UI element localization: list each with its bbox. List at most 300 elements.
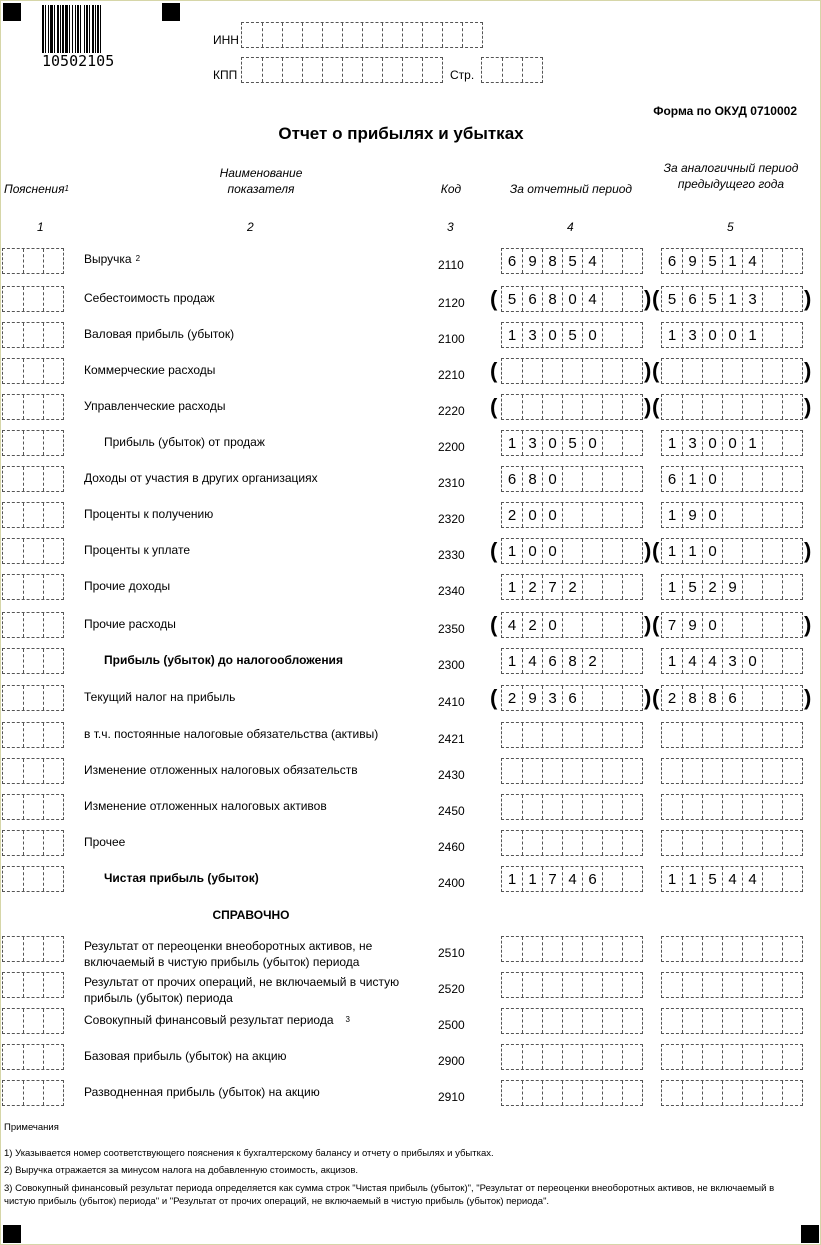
digit-cell (762, 431, 782, 455)
digit-cell (522, 395, 542, 419)
digit-cell (602, 831, 622, 855)
kpp-label: КПП (213, 68, 238, 82)
close-paren: ) (644, 612, 652, 637)
digit-cell (702, 723, 722, 747)
digit-cell (622, 613, 642, 637)
digit-cell: 1 (667, 543, 677, 560)
digit-cell: 8 (542, 287, 562, 311)
footnote-marker: 3 (345, 1015, 350, 1024)
amount-field[interactable] (501, 612, 643, 638)
row-name (84, 938, 414, 970)
digit-cell (742, 723, 762, 747)
digit-cell (562, 937, 582, 961)
inn-field[interactable] (241, 22, 483, 48)
digit-cell: 0 (582, 431, 602, 455)
page-title: Отчет о прибылях и убытках (278, 124, 524, 143)
amount-field[interactable] (661, 394, 803, 420)
amount-field[interactable] (661, 648, 803, 674)
digit-cell (582, 503, 602, 527)
digit-cell: 0 (702, 431, 722, 455)
close-paren: ) (644, 358, 652, 383)
column-header-name: Наименование показателя (219, 166, 303, 196)
amount-field[interactable] (501, 685, 643, 711)
kpp-field[interactable] (241, 57, 443, 83)
digit-cell (562, 759, 582, 783)
digit-cell (722, 467, 742, 491)
digit-cell (562, 467, 582, 491)
amount-field[interactable] (501, 1008, 643, 1034)
digit-cell (722, 1081, 742, 1105)
amount-field[interactable] (501, 758, 643, 784)
digit-cell (782, 467, 802, 491)
digit-cell: 1 (722, 287, 742, 311)
digit-cell (502, 359, 522, 383)
digit-cell (782, 686, 802, 710)
digit-cell (562, 539, 582, 563)
digit-cell: 4 (522, 649, 542, 673)
digit-cell (522, 831, 542, 855)
digit-cell (742, 795, 762, 819)
amount-field[interactable] (501, 538, 643, 564)
amount-field[interactable] (501, 794, 643, 820)
digit-cell (782, 795, 802, 819)
row-name-text: Доходы от участия в других организациях (84, 471, 318, 485)
note-ref-field[interactable] (2, 936, 64, 962)
digit-cell (542, 937, 562, 961)
note-ref-field[interactable] (2, 430, 64, 456)
open-paren: ( (490, 358, 498, 383)
digit-cell (762, 1045, 782, 1069)
digit-cell (582, 1045, 602, 1069)
digit-cell (762, 937, 782, 961)
digit-cell (522, 759, 542, 783)
digit-cell (782, 359, 802, 383)
digit-cell (622, 249, 642, 273)
row-code: 2320 (438, 512, 465, 526)
amount-field[interactable] (501, 394, 643, 420)
note-2: 2) Выручка отражается за минусом налога на добавленную стоимость, акцизов. (4, 1165, 359, 1176)
digit-cell (702, 795, 722, 819)
row-code: 2430 (438, 768, 465, 782)
row-code: 2510 (438, 946, 465, 960)
digit-cell (662, 1081, 682, 1105)
row-name (84, 398, 414, 414)
digit-cell: 1 (507, 871, 517, 888)
digit-cell (622, 723, 642, 747)
note-ref-field[interactable] (2, 248, 64, 274)
column-header-current: За отчетный период (509, 182, 633, 196)
digit-cell (522, 1009, 542, 1033)
digit-cell: 6 (582, 867, 602, 891)
page-number-field[interactable] (481, 57, 543, 83)
digit-cell: 3 (722, 649, 742, 673)
digit-cell (742, 973, 762, 997)
digit-cell (602, 575, 622, 599)
digit-cell (662, 1009, 682, 1033)
digit-cell (742, 503, 762, 527)
digit-cell (622, 503, 642, 527)
amount-field[interactable] (661, 685, 803, 711)
digit-cell: 7 (542, 867, 562, 891)
digit-cell: 4 (702, 649, 722, 673)
digit-cell (542, 359, 562, 383)
digit-cell (782, 323, 802, 347)
digit-cell (682, 759, 702, 783)
digit-cell (582, 686, 602, 710)
digit-cell: 6 (667, 253, 677, 270)
digit-cell (602, 323, 622, 347)
note-ref-field[interactable] (2, 538, 64, 564)
digit-cell (582, 539, 602, 563)
digit-cell (762, 1081, 782, 1105)
digit-cell: 4 (582, 287, 602, 311)
close-paren: ) (804, 685, 812, 710)
amount-field[interactable] (661, 358, 803, 384)
digit-cell (602, 686, 622, 710)
digit-cell: 0 (722, 431, 742, 455)
digit-cell (782, 575, 802, 599)
digit-cell: 0 (522, 503, 542, 527)
note-ref-field[interactable] (2, 612, 64, 638)
digit-cell (582, 831, 602, 855)
digit-cell (602, 467, 622, 491)
digit-cell: 9 (522, 249, 542, 273)
digit-cell: 4 (742, 867, 762, 891)
digit-cell (582, 937, 602, 961)
digit-cell (702, 1009, 722, 1033)
digit-cell (662, 795, 682, 819)
amount-field[interactable] (501, 936, 643, 962)
row-name-text: Разводненная прибыль (убыток) на акцию (84, 1085, 320, 1099)
digit-cell (742, 539, 762, 563)
amount-field[interactable] (661, 538, 803, 564)
amount-field[interactable] (501, 502, 643, 528)
digit-cell (722, 1045, 742, 1069)
digit-cell (562, 723, 582, 747)
row-name (84, 470, 414, 486)
amount-field[interactable] (501, 830, 643, 856)
digit-cell: 9 (682, 613, 702, 637)
row-name-text: Прочие расходы (84, 617, 176, 631)
close-paren: ) (644, 538, 652, 563)
digit-cell: 3 (682, 431, 702, 455)
page-label: Стр. (450, 68, 475, 82)
open-paren: ( (490, 612, 498, 637)
note-ref-field[interactable] (2, 358, 64, 384)
digit-cell: 1 (507, 579, 517, 596)
digit-cell (582, 973, 602, 997)
amount-field[interactable] (661, 502, 803, 528)
row-code: 2910 (438, 1090, 465, 1104)
digit-cell (602, 795, 622, 819)
row-code: 2500 (438, 1018, 465, 1032)
row-name-text: Чистая прибыль (убыток) (104, 871, 259, 885)
row-name (84, 798, 414, 814)
row-name (84, 578, 414, 594)
digit-cell (742, 759, 762, 783)
digit-cell (542, 831, 562, 855)
amount-field[interactable] (661, 794, 803, 820)
row-name (104, 870, 434, 886)
digit-cell (722, 759, 742, 783)
amount-field[interactable] (661, 1080, 803, 1106)
digit-cell (722, 359, 742, 383)
digit-cell (562, 1081, 582, 1105)
digit-cell: 4 (682, 649, 702, 673)
digit-cell (702, 831, 722, 855)
digit-cell (722, 831, 742, 855)
digit-cell: 0 (522, 539, 542, 563)
open-paren: ( (490, 394, 498, 419)
column-number-3: 3 (447, 220, 454, 234)
row-name-text: Совокупный финансовый результат периода (84, 1013, 334, 1027)
amount-field[interactable] (501, 286, 643, 312)
digit-cell: 0 (542, 431, 562, 455)
amount-field[interactable] (501, 574, 643, 600)
row-name-text: Прочие доходы (84, 579, 171, 593)
digit-cell: 1 (507, 543, 517, 560)
amount-field[interactable] (501, 1080, 643, 1106)
note-ref-field[interactable] (2, 1044, 64, 1070)
digit-cell (582, 759, 602, 783)
digit-cell (782, 249, 802, 273)
digit-cell (542, 759, 562, 783)
amount-field[interactable] (661, 430, 803, 456)
digit-cell (562, 1009, 582, 1033)
row-code: 2100 (438, 332, 465, 346)
note-ref-field[interactable] (2, 502, 64, 528)
amount-field[interactable] (501, 648, 643, 674)
digit-cell: 9 (682, 503, 702, 527)
note-ref-field[interactable] (2, 685, 64, 711)
digit-cell: 6 (682, 287, 702, 311)
digit-cell: 2 (702, 575, 722, 599)
digit-cell (622, 831, 642, 855)
digit-cell (682, 831, 702, 855)
digit-cell (602, 287, 622, 311)
digit-cell (762, 1009, 782, 1033)
amount-field[interactable] (661, 286, 803, 312)
amount-field[interactable] (501, 430, 643, 456)
digit-cell (622, 323, 642, 347)
digit-cell (662, 723, 682, 747)
amount-field[interactable] (661, 612, 803, 638)
digit-cell (682, 395, 702, 419)
open-paren: ( (652, 612, 660, 637)
amount-field[interactable] (661, 830, 803, 856)
row-name (84, 506, 414, 522)
note-ref-field[interactable] (2, 574, 64, 600)
digit-cell (782, 973, 802, 997)
amount-field[interactable] (501, 1044, 643, 1070)
digit-cell (762, 575, 782, 599)
digit-cell: 2 (522, 575, 542, 599)
digit-cell (602, 867, 622, 891)
digit-cell (742, 613, 762, 637)
note-ref-field[interactable] (2, 648, 64, 674)
row-code: 2400 (438, 876, 465, 890)
digit-cell: 1 (667, 507, 677, 524)
digit-cell: 1 (742, 323, 762, 347)
digit-cell: 9 (522, 686, 542, 710)
note-1: 1) Указывается номер соответствующего пояснения к бухгалтерскому балансу и отчету о прибылях и убытках. (4, 1148, 494, 1159)
digit-cell: 1 (667, 435, 677, 452)
amount-field[interactable] (661, 466, 803, 492)
column-header-notes-label: Пояснения (4, 182, 65, 196)
amount-field[interactable] (501, 322, 643, 348)
digit-cell (702, 1081, 722, 1105)
amount-field[interactable] (661, 866, 803, 892)
digit-cell (602, 431, 622, 455)
digit-cell (622, 867, 642, 891)
digit-cell (742, 395, 762, 419)
digit-cell: 9 (682, 249, 702, 273)
digit-cell (622, 973, 642, 997)
digit-cell (762, 613, 782, 637)
row-code: 2120 (438, 296, 465, 310)
note-ref-field[interactable] (2, 1008, 64, 1034)
digit-cell (602, 249, 622, 273)
digit-cell (782, 503, 802, 527)
digit-cell: 6 (667, 471, 677, 488)
digit-cell (622, 1009, 642, 1033)
row-name-text: в т.ч. постоянные налоговые обязательства (активы) (84, 727, 379, 741)
row-name (84, 1012, 414, 1028)
digit-cell: 1 (682, 867, 702, 891)
amount-field[interactable] (661, 972, 803, 998)
digit-cell (722, 937, 742, 961)
amount-field[interactable] (661, 722, 803, 748)
digit-cell: 0 (722, 323, 742, 347)
corner-marker-top-left (3, 3, 21, 21)
digit-cell (742, 467, 762, 491)
row-name (84, 251, 414, 267)
digit-cell: 3 (542, 686, 562, 710)
row-name (84, 290, 414, 306)
digit-cell: 5 (562, 249, 582, 273)
digit-cell (762, 759, 782, 783)
digit-cell (742, 575, 762, 599)
digit-cell (782, 1045, 802, 1069)
note-ref-field[interactable] (2, 794, 64, 820)
digit-cell (602, 759, 622, 783)
amount-field[interactable] (501, 866, 643, 892)
digit-cell: 0 (562, 287, 582, 311)
digit-cell (502, 723, 522, 747)
digit-cell: 4 (562, 867, 582, 891)
note-ref-field[interactable] (2, 758, 64, 784)
digit-cell (602, 973, 622, 997)
digit-cell (782, 431, 802, 455)
amount-field[interactable] (661, 1008, 803, 1034)
digit-cell (722, 613, 742, 637)
digit-cell (782, 1009, 802, 1033)
digit-cell (762, 723, 782, 747)
digit-cell: 5 (702, 287, 722, 311)
digit-cell (602, 395, 622, 419)
row-code: 2350 (438, 622, 465, 636)
row-name-text: Проценты к уплате (84, 543, 190, 557)
amount-field[interactable] (661, 322, 803, 348)
note-ref-field[interactable] (2, 286, 64, 312)
digit-cell (562, 503, 582, 527)
inn-label: ИНН (213, 33, 239, 47)
amount-field[interactable] (501, 972, 643, 998)
note-ref-field[interactable] (2, 830, 64, 856)
amount-field[interactable] (661, 574, 803, 600)
digit-cell (722, 973, 742, 997)
digit-cell (582, 613, 602, 637)
row-code: 2200 (438, 440, 465, 454)
note-ref-field[interactable] (2, 394, 64, 420)
digit-cell (722, 539, 742, 563)
digit-cell: 5 (562, 323, 582, 347)
digit-cell (702, 1045, 722, 1069)
digit-cell (682, 359, 702, 383)
amount-field[interactable] (661, 758, 803, 784)
column-header-notes-sup: 1 (64, 184, 69, 193)
amount-field[interactable] (501, 466, 643, 492)
digit-cell (662, 1045, 682, 1069)
amount-field[interactable] (501, 722, 643, 748)
digit-cell: 2 (582, 649, 602, 673)
digit-cell: 8 (542, 249, 562, 273)
digit-cell (602, 937, 622, 961)
row-code: 2460 (438, 840, 465, 854)
digit-cell (622, 1081, 642, 1105)
row-name (84, 362, 414, 378)
column-header-notes (4, 181, 69, 197)
amount-field[interactable] (661, 248, 803, 274)
digit-cell (502, 937, 522, 961)
close-paren: ) (644, 286, 652, 311)
amount-field[interactable] (661, 1044, 803, 1070)
digit-cell (562, 831, 582, 855)
note-ref-field[interactable] (2, 322, 64, 348)
row-name-text: Коммерческие расходы (84, 363, 216, 377)
note-ref-field[interactable] (2, 1080, 64, 1106)
digit-cell: 1 (667, 327, 677, 344)
note-ref-field[interactable] (2, 972, 64, 998)
column-header-previous: За аналогичный период предыдущего года (663, 161, 799, 191)
digit-cell: 2 (522, 613, 542, 637)
digit-cell (782, 867, 802, 891)
digit-cell (602, 1009, 622, 1033)
digit-cell (622, 937, 642, 961)
open-paren: ( (652, 394, 660, 419)
digit-cell: 8 (562, 649, 582, 673)
digit-cell: 2 (507, 690, 517, 707)
digit-cell (782, 831, 802, 855)
close-paren: ) (644, 394, 652, 419)
note-ref-field[interactable] (2, 466, 64, 492)
digit-cell: 1 (507, 435, 517, 452)
digit-cell (762, 867, 782, 891)
note-ref-field[interactable] (2, 722, 64, 748)
digit-cell: 5 (507, 291, 517, 308)
note-ref-field[interactable] (2, 866, 64, 892)
digit-cell (762, 649, 782, 673)
amount-field[interactable] (501, 248, 643, 274)
amount-field[interactable] (501, 358, 643, 384)
amount-field[interactable] (661, 936, 803, 962)
row-name (84, 616, 414, 632)
digit-cell: 0 (582, 323, 602, 347)
digit-cell: 1 (667, 579, 677, 596)
digit-cell (682, 795, 702, 819)
digit-cell (782, 613, 802, 637)
digit-cell (722, 503, 742, 527)
